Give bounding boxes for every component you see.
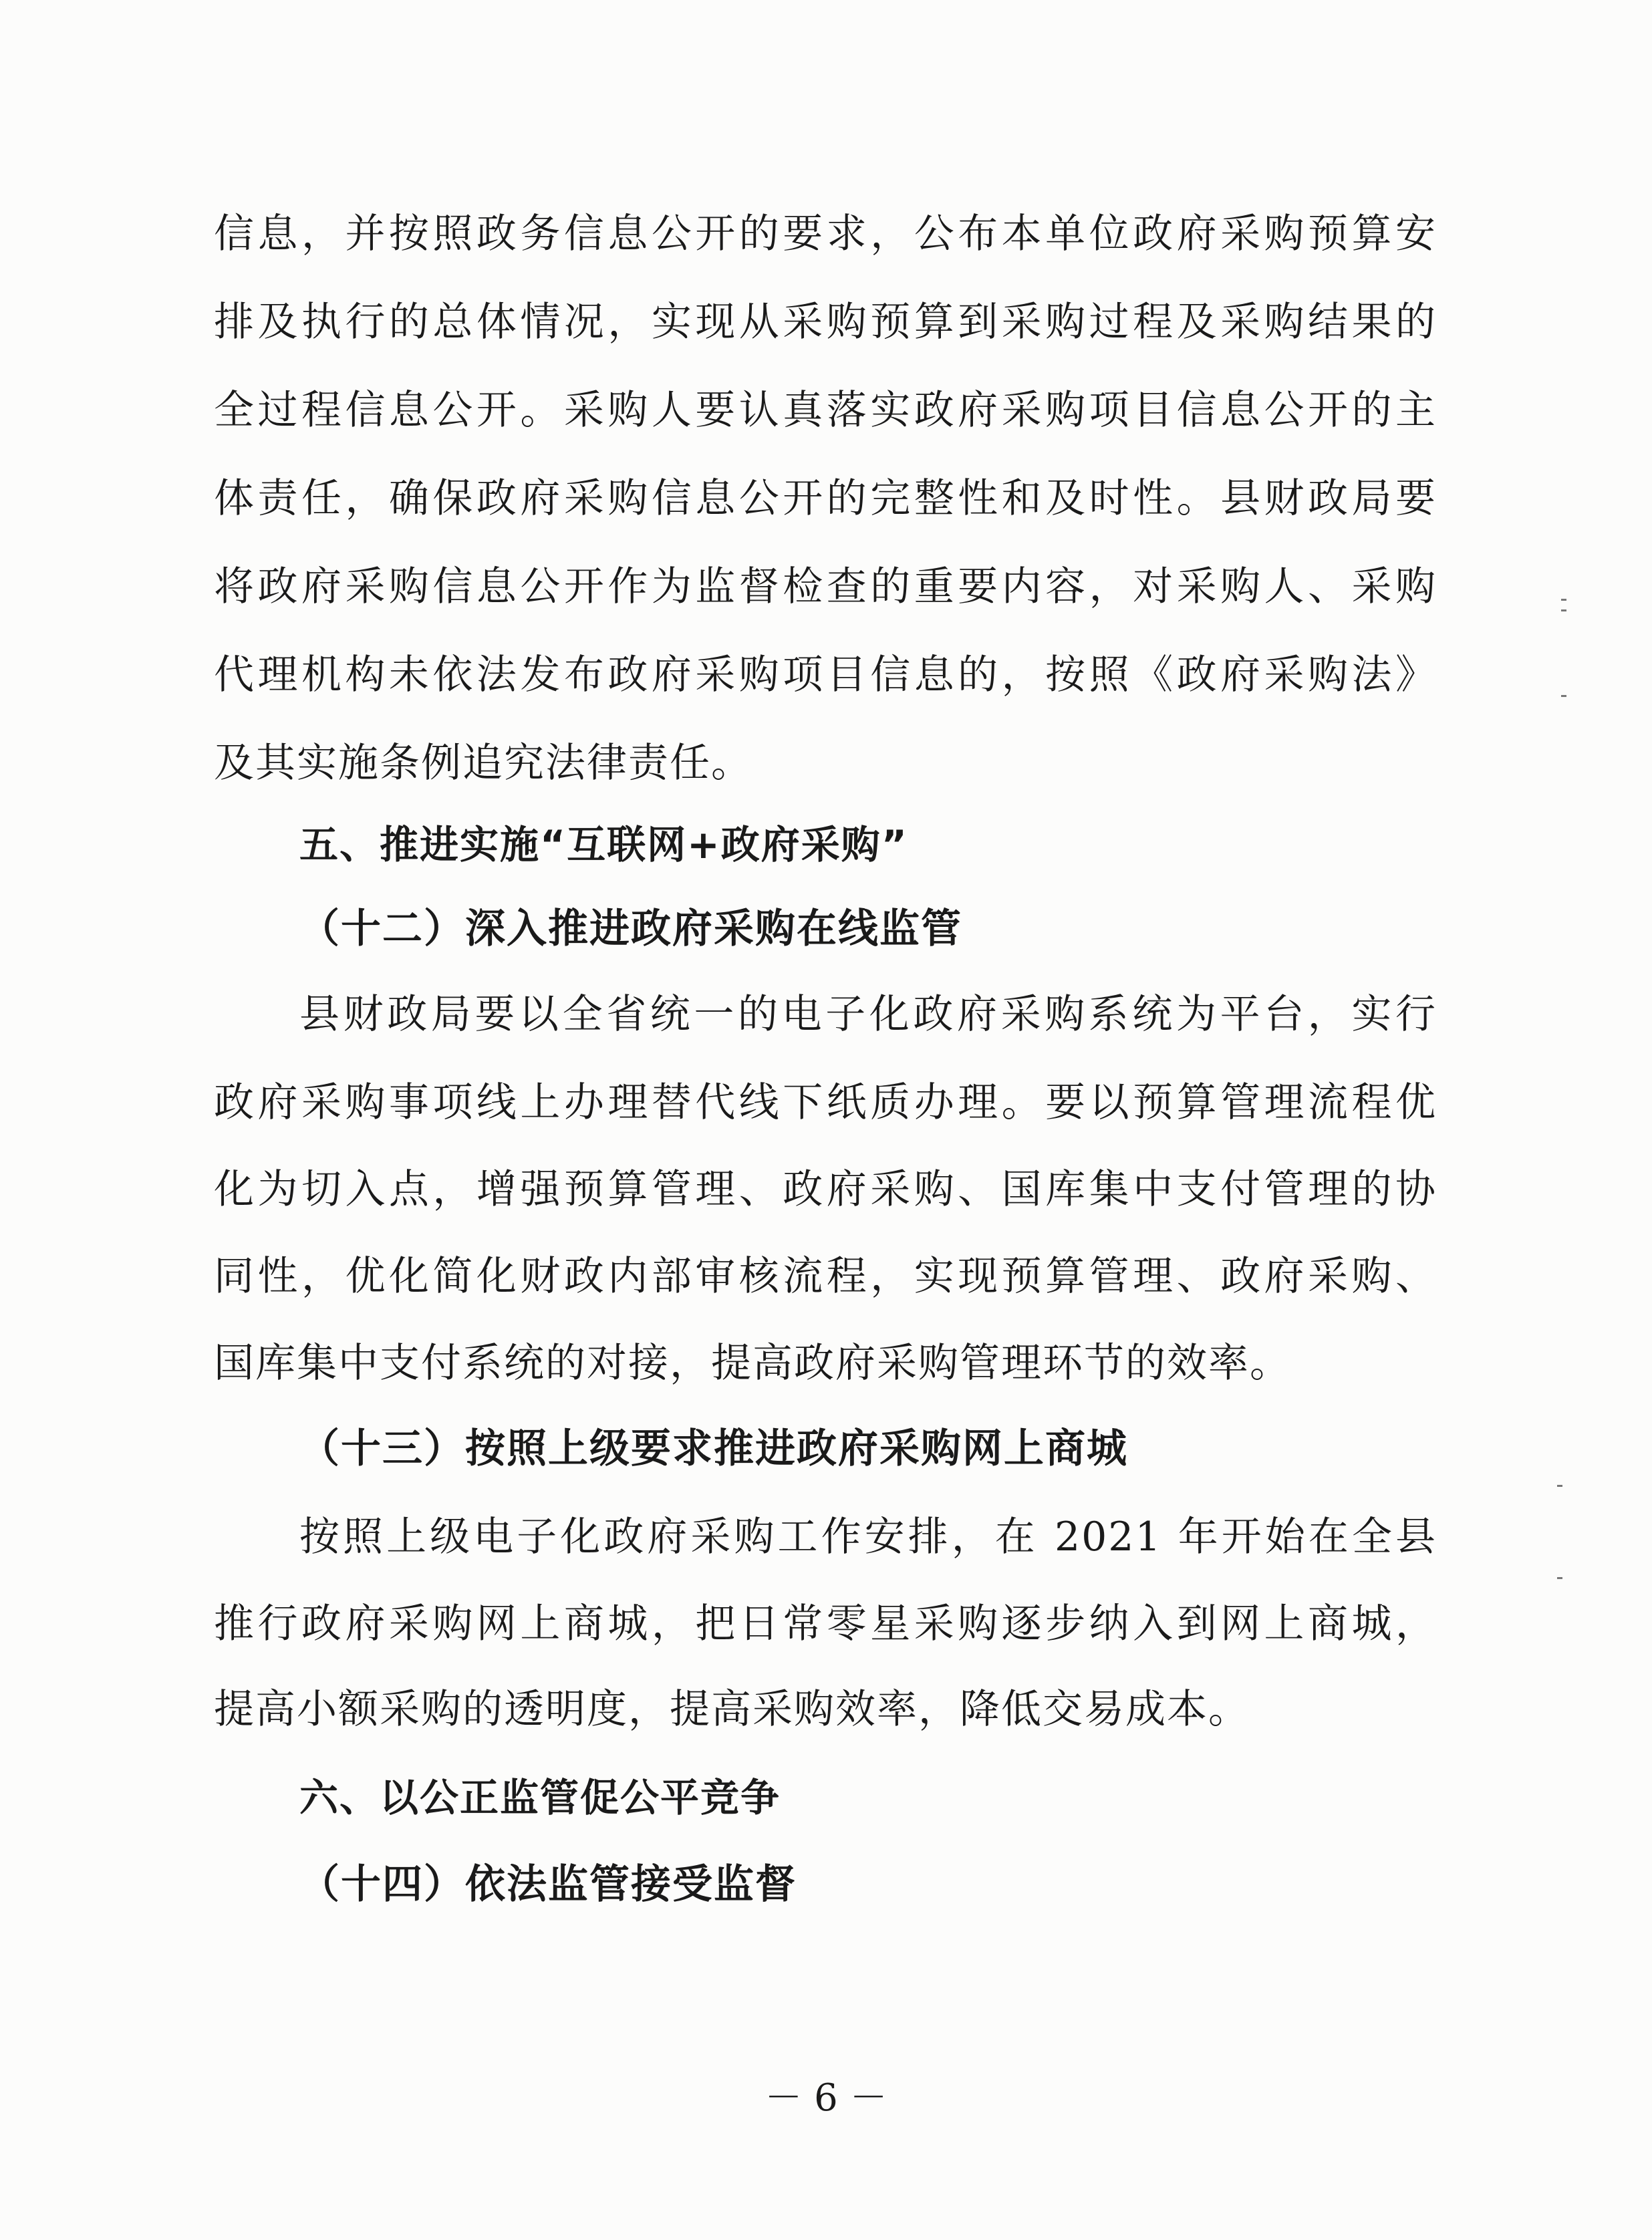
- paragraph-line: 代理机构未依法发布政府采购项目信息的，按照《政府采购法》: [214, 652, 1437, 698]
- paragraph-line: 及其实施条例追究法律责任。: [214, 740, 752, 787]
- paragraph-line: 信息，并按照政务信息公开的要求，公布本单位政府采购预算安: [214, 211, 1437, 257]
- paragraph-line: 同性，优化简化财政内部审核流程，实现预算管理、政府采购、: [214, 1253, 1437, 1300]
- subsection-heading: （十四）依法监管接受监督: [299, 1861, 797, 1908]
- page-number: － 6 －: [765, 2076, 887, 2120]
- scan-mark: [1561, 609, 1566, 611]
- paragraph-line: 将政府采购信息公开作为监督检查的重要内容，对采购人、采购: [214, 563, 1437, 610]
- paragraph-line: 体责任，确保政府采购信息公开的完整性和及时性。县财政局要: [214, 475, 1437, 522]
- paragraph-line: 按照上级电子化政府采购工作安排，在 2021 年开始在全县: [299, 1514, 1437, 1560]
- section-heading: 六、以公正监管促公平竞争: [299, 1775, 781, 1820]
- paragraph-line: 政府采购事项线上办理替代线下纸质办理。要以预算管理流程优: [214, 1079, 1437, 1126]
- scan-mark: [1561, 695, 1566, 697]
- scan-mark: [1557, 1485, 1562, 1487]
- paragraph-line: 化为切入点，增强预算管理、政府采购、国库集中支付管理的协: [214, 1166, 1437, 1213]
- paragraph-line: 排及执行的总体情况，实现从采购预算到采购过程及采购结果的: [214, 299, 1437, 345]
- scan-mark: [1557, 1577, 1562, 1579]
- subsection-heading: （十三）按照上级要求推进政府采购网上商城: [299, 1425, 1128, 1472]
- section-heading: 五、推进实施“互联网+政府采购”: [299, 822, 908, 867]
- paragraph-line: 提高小额采购的透明度，提高采购效率，降低交易成本。: [214, 1686, 1250, 1733]
- paragraph-line: 国库集中支付系统的对接，提高政府采购管理环节的效率。: [214, 1340, 1291, 1387]
- scan-mark: [1561, 599, 1566, 601]
- paragraph-line: 推行政府采购网上商城，把日常零星采购逐步纳入到网上商城，: [214, 1600, 1437, 1647]
- subsection-heading: （十二）深入推进政府采购在线监管: [299, 905, 962, 952]
- paragraph-line: 全过程信息公开。采购人要认真落实政府采购项目信息公开的主: [214, 387, 1437, 434]
- paragraph-line: 县财政局要以全省统一的电子化政府采购系统为平台，实行: [299, 991, 1437, 1038]
